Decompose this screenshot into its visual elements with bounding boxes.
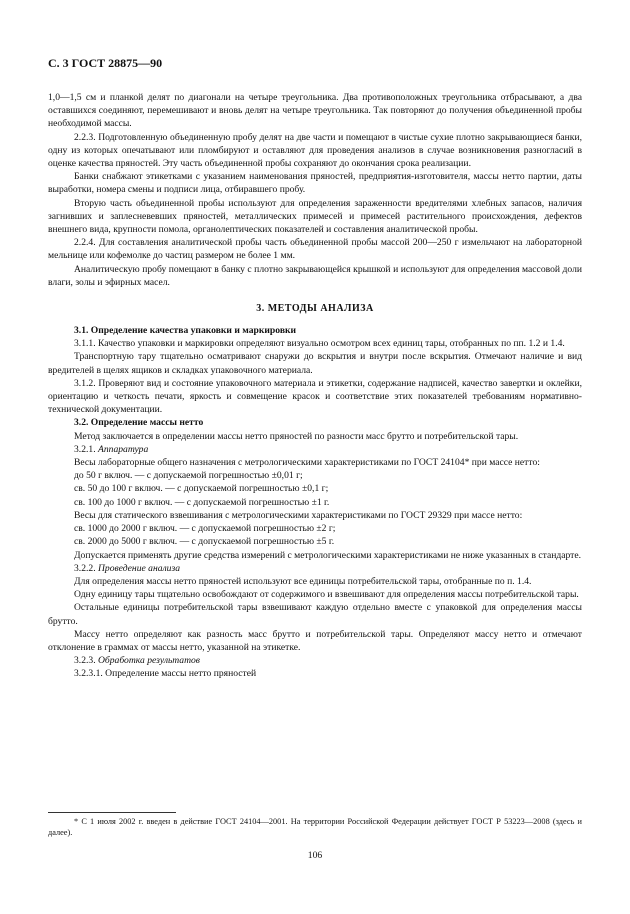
list-item: св. 50 до 100 г включ. — с допускаемой погрешностью ±0,1 г; <box>74 483 329 495</box>
paragraph: Транспортную тару тщательно осматривают снаружи до вскрытия и внутри после вскрытия. Отмечают наличие и вид вредителей в щелях ящиков и складках упаковочного материала. <box>48 351 582 376</box>
paragraph: 3.1.1. Качество упаковки и маркировки определяют визуально осмотром всех единиц тары, отобранных по пп. 1.2 и 1.4. <box>74 338 565 350</box>
clause-heading <box>48 562 582 575</box>
subsection-heading: 3.1. Определение качества упаковки и маркировки <box>74 325 297 337</box>
paragraph: 2.2.3. Подготовленную объединенную пробу делят на две части и помещают в чистые сухие плотно закрывающиеся банки, одну из которых опечатывают или пломбируют и оставляют для проведения анализов в случае возникновения разногласий в оценке качества пряностей. Эту часть объединенной пробы сохраняют до окончания срока реализации. <box>48 131 582 170</box>
list-item: св. 2000 до 5000 г включ. — с допускаемой погрешностью ±5 г. <box>74 536 335 548</box>
clause-number: 3.2.3. <box>74 655 96 667</box>
paragraph: Весы для статического взвешивания с метрологическими характеристиками по ГОСТ 29329 при массе нетто: <box>74 509 523 521</box>
footnote: * С 1 июля 2002 г. введен в действие ГОСТ 24104—2001. На территории Российской Федерации действует ГОСТ Р 53223—2008 (здесь и далее). <box>48 817 582 837</box>
section-heading: 3. МЕТОДЫ АНАЛИЗА <box>256 303 374 315</box>
paragraph: Массу нетто определяют как разность масс брутто и потребительской тары. Определяют массу нетто и отмечают отклонение в граммах от массы нетто, указанной на этикетке. <box>48 628 582 653</box>
paragraph: Допускается применять другие средства измерений с метрологическими характеристиками не ниже указанных в стандарте. <box>74 549 582 561</box>
paragraph: Вторую часть объединенной пробы используют для определения зараженности вредителями хлебных запасов, наличия загнивших и заплесневевших пряностей, металлических примесей и примесей растительного происхождения, дефектов внешнего вида, крупности помола, органолептических показателей и составления аналитической пробы. <box>48 197 582 236</box>
clause-title: Обработка результатов <box>98 655 200 667</box>
clause-title: Аппаратура <box>98 443 149 455</box>
list-item: св. 1000 до 2000 г включ. — с допускаемой погрешностью ±2 г; <box>74 523 336 535</box>
paragraph: Весы лабораторные общего назначения с метрологическими характеристиками по ГОСТ 24104* при массе нетто: <box>74 457 540 469</box>
list-item: св. 100 до 1000 г включ. — с допускаемой погрешностью ±1 г. <box>74 496 330 508</box>
running-header: С. 3 ГОСТ 28875—90 <box>48 56 163 70</box>
clause-number: 3.2.1. <box>74 443 96 455</box>
clause-heading <box>48 654 582 667</box>
paragraph: Аналитическую пробу помещают в банку с плотно закрывающейся крышкой и используют для определения массовой доли влаги, золы и эфирных масел. <box>48 263 582 288</box>
document-page <box>48 56 582 681</box>
paragraph: Для определения массы нетто пряностей используют все единицы потребительской тары, отобранные по п. 1.4. <box>74 575 532 587</box>
subsection-heading: 3.2. Определение массы нетто <box>74 417 204 429</box>
paragraph: 2.2.4. Для составления аналитической пробы часть объединенной пробы массой 200—250 г измельчают на лабораторной мельнице или кофемолке до частиц размером не более 1 мм. <box>48 237 582 262</box>
paragraph: 3.1.2. Проверяют вид и состояние упаковочного материала и этикетки, содержание надписей, качество завертки и оклейки, ориентацию и четкость печати, яркость и совмещение красок и соответствие этих показателей требованиям нормативно-технической документации. <box>48 377 582 416</box>
clause-heading <box>48 443 582 456</box>
paragraph: 1,0—1,5 см и планкой делят по диагонали на четыре треугольника. Два противоположных треугольника отбрасывают, а два оставшихся соединяют, перемешивают и вновь делят на четыре треугольника. Так повторяют до получения объединенной пробы необходимой массы. <box>48 92 582 130</box>
paragraph: Метод заключается в определении массы нетто пряностей по разности масс брутто и потребительской тары. <box>74 430 519 442</box>
list-item: до 50 г включ. — с допускаемой погрешностью ±0,01 г; <box>74 470 303 482</box>
footnote-divider <box>48 812 176 813</box>
paragraph: Банки снабжают этикетками с указанием наименования пряностей, предприятия-изготовителя, массы нетто партии, даты выработки, номера смены и подписи лица, отбиравшего пробу. <box>48 171 582 196</box>
paragraph: Остальные единицы потребительской тары взвешивают каждую отдельно вместе с упаковкой для определения массы брутто. <box>48 602 582 627</box>
clause-number: 3.2.2. <box>74 562 96 574</box>
paragraph: Одну единицу тары тщательно освобождают от содержимого и взвешивают для определения массы потребительской тары. <box>74 589 579 601</box>
document-body <box>48 91 582 681</box>
paragraph: 3.2.3.1. Определение массы нетто пряностей <box>74 668 257 680</box>
clause-title: Проведение анализа <box>98 562 181 574</box>
page-number: 106 <box>307 850 323 861</box>
